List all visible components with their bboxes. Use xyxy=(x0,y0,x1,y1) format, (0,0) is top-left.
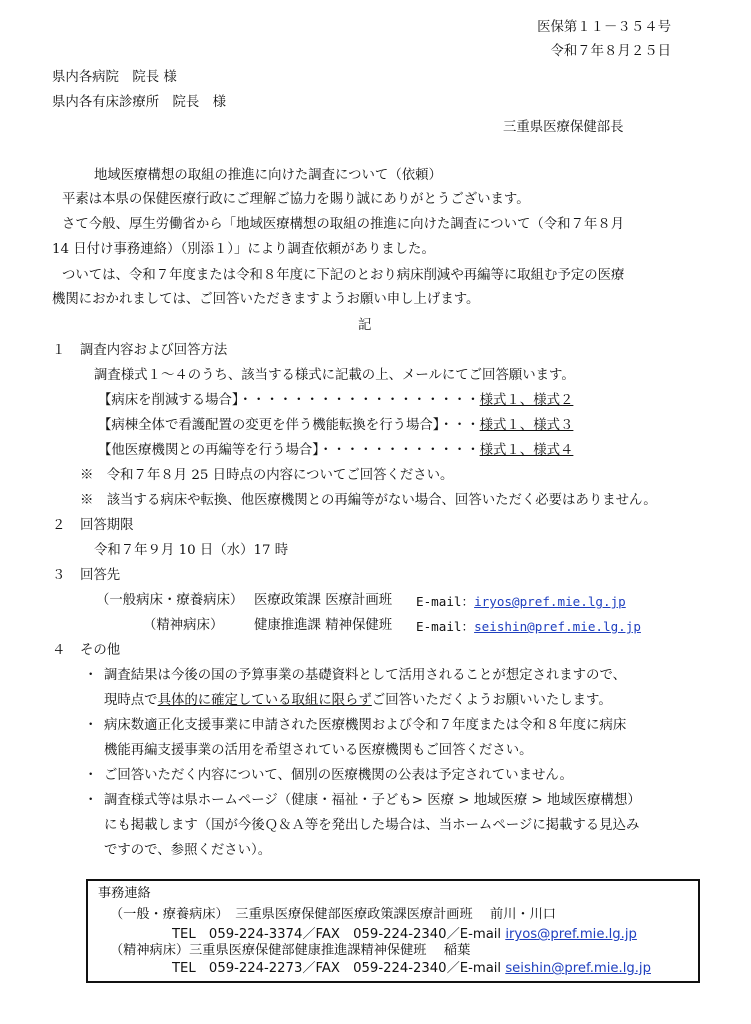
section2-heading: 回答期限 xyxy=(80,518,134,533)
contact-box-title: 事務連絡 xyxy=(98,886,151,901)
section4-item3: ご回答いただく内容について、個別の医療機関の公表は予定されていません。 xyxy=(104,768,573,783)
contact-general-dept: 医療政策課 医療計画班 xyxy=(254,593,393,608)
paragraph-ask-line2: 機関におかれましては、ご回答いただきますようお願い申し上げます。 xyxy=(52,292,480,307)
section3-heading: 回答先 xyxy=(80,568,121,583)
section4-item1-line2 xyxy=(104,693,612,709)
email-label: E-mail： xyxy=(416,594,475,609)
form-row-label: 【他医療機関との再編等を行う場合】・・・・・・・・・・・・ xyxy=(98,443,480,458)
addressee-clinics: 県内各有床診療所 院長 様 xyxy=(52,95,227,110)
contact-box-general-line: （一般・療養病床） 三重県医療保健部医療政策課医療計画班 前川・川口 xyxy=(110,907,556,922)
section1-heading: 調査内容および回答方法 xyxy=(80,343,228,358)
text-segment: 現時点で xyxy=(104,693,158,708)
section4-item4-line2: にも掲載します（国が今後Ｑ＆Ａ等を発出した場合は、当ホームページに掲載する見込み xyxy=(104,818,640,833)
phone-fax-text: TEL 059-224-2273／FAX 059-224-2340／E-mail xyxy=(172,961,502,976)
contact-box xyxy=(86,879,700,983)
document-number: 医保第１１－３５４号 xyxy=(537,20,671,35)
paragraph-request-line2: 14 日付け事務連絡）（別添１）」により調査依頼がありました。 xyxy=(52,242,435,257)
email-label: E-mail： xyxy=(416,619,475,634)
section3-number: ３ xyxy=(52,568,66,583)
section1-intro: 調査様式１～４のうち、該当する様式に記載の上、メールにてご回答願います。 xyxy=(94,368,575,383)
section4-item2-line1: 病床数適正化支援事業に申請された医療機関および令和７年度または令和８年度に病床 xyxy=(104,718,627,733)
contact-psych-email xyxy=(416,619,641,634)
email-link-seishin[interactable]: seishin@pref.mie.lg.jp xyxy=(474,619,641,634)
contact-box-psych-phone xyxy=(172,961,651,977)
page-title: 地域医療構想の取組の推進に向けた調査について（依頼） xyxy=(94,168,442,183)
bullet-icon: ・ xyxy=(84,718,98,733)
document-date: 令和７年８月２５日 xyxy=(550,44,671,59)
section1-number: １ xyxy=(52,343,66,358)
form-row-forms: 様式１、様式４ xyxy=(479,443,574,458)
addressee-hospitals: 県内各病院 院長 様 xyxy=(52,70,177,85)
contact-general-email xyxy=(416,594,626,609)
section1-note1: ※ 令和７年８月 25 日時点の内容についてご回答ください。 xyxy=(80,468,454,483)
contact-box-general-phone xyxy=(172,927,637,943)
text-segment: ご回答いただくようお願いいたします。 xyxy=(371,693,612,708)
paragraph-ask-line1: ついては、令和７年度または令和８年度に下記のとおり病床削減や再編等に取組む予定の医療 xyxy=(62,268,625,283)
section1-note2: ※ 該当する病床や転換、他医療機関との再編等がない場合、回答いただく必要はありません。 xyxy=(80,493,657,508)
contact-box-email-iryos[interactable]: iryos@pref.mie.lg.jp xyxy=(505,927,637,942)
underlined-segment: 具体的に確定している取組に限らず xyxy=(157,693,372,708)
section2-deadline: 令和７年９月 10 日（水）17 時 xyxy=(94,543,289,558)
section4-heading: その他 xyxy=(80,643,121,658)
contact-psych-category: （精神病床） xyxy=(143,618,224,633)
phone-fax-text: TEL 059-224-3374／FAX 059-224-2340／E-mail xyxy=(172,927,502,942)
form-row-label: 【病棟全体で看護配置の変更を伴う機能転換を行う場合】・・・ xyxy=(98,418,480,433)
section2-number: ２ xyxy=(52,518,66,533)
section4-item1-line1: 調査結果は今後の国の予算事業の基礎資料として活用されることが想定されますので、 xyxy=(104,668,626,683)
contact-psych-dept: 健康推進課 精神保健班 xyxy=(254,618,393,633)
form-row-bed-reduction xyxy=(98,393,573,409)
sender: 三重県医療保健部長 xyxy=(503,120,624,135)
bullet-icon: ・ xyxy=(84,668,98,683)
form-row-forms: 様式１、様式３ xyxy=(479,418,574,433)
section4-number: ４ xyxy=(52,643,66,658)
form-row-function-conversion xyxy=(98,418,573,434)
paragraph-request-line1: さて今般、厚生労働省から「地域医療構想の取組の推進に向けた調査について（令和７年８月 xyxy=(62,217,625,232)
form-row-forms: 様式１、様式２ xyxy=(479,393,574,408)
contact-general-category: （一般病床・療養病床） xyxy=(96,593,244,608)
section4-item2-line2: 機能再編支援事業の活用を希望されている医療機関もご回答ください。 xyxy=(104,743,533,758)
ki-marker: 記 xyxy=(358,318,372,333)
paragraph-greeting: 平素は本県の保健医療行政にご理解ご協力を賜り誠にありがとうございます。 xyxy=(62,192,530,207)
bullet-icon: ・ xyxy=(84,768,98,783)
form-row-label: 【病床を削減する場合】・・・・・・・・・・・・・・・・・・ xyxy=(98,393,480,408)
section4-item4-line3: ですので、参照ください）。 xyxy=(104,843,272,858)
form-row-reorganization xyxy=(98,443,573,459)
email-link-iryos[interactable]: iryos@pref.mie.lg.jp xyxy=(474,594,626,609)
contact-box-email-seishin[interactable]: seishin@pref.mie.lg.jp xyxy=(505,961,651,976)
bullet-icon: ・ xyxy=(84,793,98,808)
section4-item4-line1: 調査様式等は県ホームページ（健康・福祉・子ども> 医療 > 地域医療 > 地域医療構想） xyxy=(104,793,641,808)
contact-box-psych-line: （精神病床）三重県医療保健部健康推進課精神保健班 稲葉 xyxy=(110,943,471,958)
